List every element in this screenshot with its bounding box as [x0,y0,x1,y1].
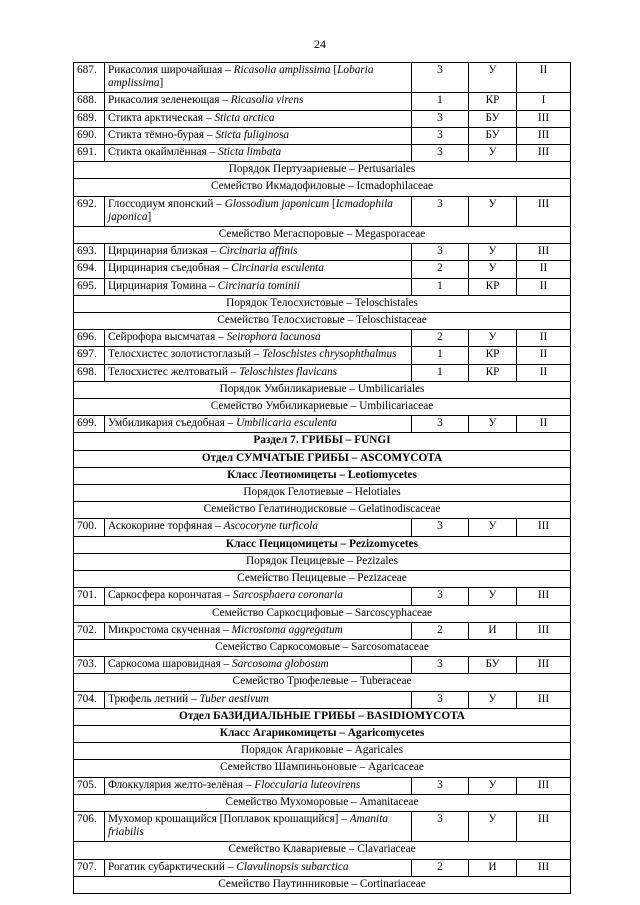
species-name-cell [105,416,412,433]
species-name-cell [105,110,412,127]
species-number: 689. [74,110,105,127]
species-name-cell [105,364,412,381]
species-row [74,347,571,364]
heading-row [74,639,571,656]
species-number: 694. [74,261,105,278]
species-latin-name: Ascocoryne turficola [223,520,319,533]
species-russian-name: Стикта арктическая – [108,111,212,124]
status-code: У [469,519,517,536]
taxon-heading: Семейство Саркосомовые – Sarcosomataceae [74,639,571,656]
species-name-cell [105,261,412,278]
status-code: И [469,859,517,876]
taxon-heading: Семейство Гелатинодисковые – Gelatinodiscaceae [74,502,571,519]
taxon-heading: Порядок Пецицевые – Pezizales [74,553,571,570]
species-row [74,588,571,605]
status-code: У [469,811,517,841]
status-code: КР [469,347,517,364]
species-latin-name: Ricasolia virens [230,94,304,107]
species-number: 693. [74,244,105,261]
status-code: БУ [469,110,517,127]
species-russian-name: Микростома скученная – [108,623,229,636]
species-russian-name: Телосхистес желтоватый – [108,365,237,378]
taxon-heading: Семейство Умбиликариевые – Umbilicariaceae [74,399,571,416]
species-russian-name: Рикасолия зеленеющая – [108,94,228,107]
species-latin-name: Microstoma aggregatum [231,623,343,636]
species-number: 703. [74,657,105,674]
rarity-category: 3 [412,691,469,708]
class-heading: Класс Агарикомицеты – Agaricomycetes [74,725,571,742]
rarity-category: 2 [412,622,469,639]
status-code: У [469,196,517,226]
region-code: II [517,330,571,347]
species-number: 688. [74,93,105,110]
region-code: II [517,261,571,278]
taxon-heading: Семейство Мегаспоровые – Megasporaceae [74,227,571,244]
species-synonym: Icmadophila japonica [108,197,393,223]
rarity-category: 3 [412,416,469,433]
status-code: И [469,622,517,639]
species-number: 696. [74,330,105,347]
synonym-bracket-open: [ [333,64,338,76]
heading-row [74,553,571,570]
species-number: 699. [74,416,105,433]
status-code: У [469,63,517,93]
species-russian-name: Рогатик субарктический – [108,860,234,873]
status-code: У [469,244,517,261]
synonym-bracket-close: ] [147,210,152,223]
heading-row [74,842,571,859]
class-heading: Класс Леотиомицеты – Leotiomycetes [74,467,571,484]
species-russian-name: Мухомор крошащийся [Поплавок крошащийся] – [108,812,347,825]
region-code: III [517,127,571,144]
species-row [74,244,571,261]
species-row [74,330,571,347]
species-row [74,261,571,278]
species-row [74,93,571,110]
heading-row [74,743,571,760]
division-heading: Отдел БАЗИДИАЛЬНЫЕ ГРИБЫ – BASIDIOMYCOTA [74,708,571,725]
species-name-cell [105,127,412,144]
species-number: 691. [74,145,105,162]
species-row [74,63,571,93]
status-code: У [469,691,517,708]
species-number: 702. [74,622,105,639]
heading-row [74,708,571,725]
rarity-category: 1 [412,347,469,364]
species-russian-name: Цирцинария Томина – [108,279,215,292]
status-code: КР [469,93,517,110]
species-latin-name: Ricasolia amplissima [233,64,331,76]
region-code: III [517,145,571,162]
species-row [74,110,571,127]
heading-row [74,467,571,484]
species-number: 701. [74,588,105,605]
species-name-cell [105,347,412,364]
species-latin-name: Seirophora lacunosa [226,331,321,344]
rarity-category: 3 [412,588,469,605]
taxon-heading: Семейство Телосхистовые – Teloschistaceae [74,313,571,330]
species-number: 697. [74,347,105,364]
rarity-category: 3 [412,196,469,226]
status-code: У [469,588,517,605]
heading-row [74,725,571,742]
heading-row [74,450,571,467]
region-code: III [517,622,571,639]
heading-row [74,227,571,244]
species-russian-name: Цирцинария съедобная – [108,262,229,275]
taxon-heading: Семейство Саркосцифовые – Sarcoscyphaceae [74,605,571,622]
species-row [74,364,571,381]
rarity-category: 3 [412,145,469,162]
status-code: БУ [469,657,517,674]
taxon-heading: Семейство Икмадофиловые – Icmadophilaceae [74,179,571,196]
rarity-category: 1 [412,93,469,110]
species-latin-name: Clavulinopsis subarctica [236,860,349,873]
species-row [74,278,571,295]
species-latin-name: Circinaria esculenta [231,262,324,275]
species-name-cell [105,519,412,536]
heading-row [74,485,571,502]
species-row [74,657,571,674]
species-russian-name: Саркосфера корончатая – [108,589,231,602]
species-russian-name: Умбиликария съедобная – [108,417,234,430]
heading-row [74,502,571,519]
rarity-category: 2 [412,261,469,278]
heading-row [74,760,571,777]
taxon-heading: Семейство Паутинниковые – Cortinariaceae [74,876,571,893]
species-russian-name: Стикта окаймлённая – [108,146,216,159]
species-number: 707. [74,859,105,876]
species-name-cell [105,811,412,841]
taxon-heading: Семейство Трюфелевые – Tuberaceae [74,674,571,691]
status-code: У [469,330,517,347]
heading-row [74,605,571,622]
status-code: У [469,261,517,278]
taxon-heading: Семейство Пецицевые – Pezizaceae [74,571,571,588]
species-name-cell [105,145,412,162]
taxon-heading: Порядок Телосхистовые – Teloschistales [74,295,571,312]
heading-row [74,794,571,811]
species-latin-name: Sticta fuliginosa [215,128,290,141]
status-code: У [469,145,517,162]
status-code: У [469,416,517,433]
species-row [74,416,571,433]
species-russian-name: Флоккулярия желто-зелёная – [108,778,252,791]
rarity-category: 2 [412,330,469,347]
species-name-cell [105,588,412,605]
taxon-heading: Семейство Шампиньоновые – Agaricaceae [74,760,571,777]
rarity-category: 3 [412,110,469,127]
rarity-category: 3 [412,777,469,794]
status-code: У [469,777,517,794]
species-name-cell [105,63,412,93]
species-russian-name: Цирцинария близкая – [108,245,217,258]
species-name-cell [105,278,412,295]
species-russian-name: Саркосома шаровидная – [108,658,230,671]
species-russian-name: Трюфель летний – [108,692,197,705]
taxon-heading: Семейство Мухоморовые – Amanitaceae [74,794,571,811]
heading-row [74,313,571,330]
rarity-category: 3 [412,811,469,841]
species-russian-name: Стикта тёмно-бурая – [108,128,213,141]
species-name-cell [105,691,412,708]
species-name-cell [105,777,412,794]
heading-row [74,381,571,398]
species-name-cell [105,622,412,639]
taxon-heading: Порядок Агариковые – Agaricales [74,743,571,760]
species-name-cell [105,196,412,226]
heading-row [74,674,571,691]
region-code: III [517,657,571,674]
status-code: БУ [469,127,517,144]
species-name-cell [105,244,412,261]
species-name-cell [105,657,412,674]
species-row [74,145,571,162]
rarity-category: 3 [412,127,469,144]
species-number: 700. [74,519,105,536]
region-code: I [517,93,571,110]
region-code: III [517,777,571,794]
rarity-category: 2 [412,859,469,876]
species-latin-name: Sarcosoma globosum [232,658,329,671]
species-row [74,859,571,876]
region-code: III [517,244,571,261]
species-number: 687. [74,63,105,93]
species-latin-name: Tuber aestivum [199,692,269,705]
rarity-category: 1 [412,278,469,295]
species-russian-name: Аскокорине торфяная – [108,520,221,533]
heading-row [74,536,571,553]
rarity-category: 3 [412,519,469,536]
region-code: II [517,364,571,381]
heading-row [74,433,571,450]
region-code: II [517,278,571,295]
species-russian-name: Рикасолия широчайшая – [108,64,231,76]
heading-row [74,571,571,588]
species-row [74,196,571,226]
region-code: III [517,110,571,127]
species-latin-name: Teloschistes flavicans [239,365,338,378]
rarity-category: 3 [412,244,469,261]
species-latin-name: Floccularia luteovirens [254,778,361,791]
synonym-bracket-close: ] [159,77,164,90]
species-latin-name: Sarcosphaera coronaria [232,589,343,602]
species-row [74,622,571,639]
region-code: II [517,347,571,364]
species-name-cell [105,330,412,347]
region-code: III [517,519,571,536]
species-latin-name: Circinaria affinis [219,245,298,258]
species-russian-name: Телосхистес золотистоглазый – [108,348,260,361]
species-latin-name: Glossodium japonicum [224,197,330,210]
class-heading: Класс Пецицомицеты – Pezizomycetes [74,536,571,553]
species-number: 698. [74,364,105,381]
heading-row [74,876,571,893]
species-number: 704. [74,691,105,708]
taxon-heading: Семейство Клавариевые – Clavariaceae [74,842,571,859]
species-row [74,519,571,536]
species-row [74,811,571,841]
region-code: II [517,63,571,93]
heading-row [74,399,571,416]
heading-row [74,295,571,312]
species-row [74,777,571,794]
rarity-category: 1 [412,364,469,381]
species-number: 690. [74,127,105,144]
species-row [74,691,571,708]
species-latin-name: Circinaria tominii [217,279,300,292]
heading-row [74,179,571,196]
rarity-category: 3 [412,63,469,93]
page-number: 24 [314,37,326,51]
species-table [73,62,571,894]
status-code: КР [469,278,517,295]
region-code: III [517,859,571,876]
region-code: III [517,196,571,226]
species-name-cell [105,859,412,876]
species-number: 706. [74,811,105,841]
species-latin-name: Umbilicaria esculenta [236,417,337,430]
species-name-cell [105,93,412,110]
species-latin-name: Teloschistes chrysophthalmus [262,348,397,361]
division-heading: Отдел СУМЧАТЫЕ ГРИБЫ – ASCOMYCOTA [74,450,571,467]
region-code: II [517,416,571,433]
species-latin-name: Amanita friabilis [108,812,388,839]
status-code: КР [469,364,517,381]
species-latin-name: Sticta arctica [214,111,275,124]
species-number: 695. [74,278,105,295]
species-number: 705. [74,777,105,794]
species-synonym: Lobaria amplissima [108,64,374,90]
species-row [74,127,571,144]
region-code: III [517,588,571,605]
region-code: III [517,811,571,841]
species-russian-name: Сейрофора высмчатая – [108,331,224,344]
species-russian-name: Глоссодиум японский – [108,197,222,210]
taxon-heading: Порядок Пертузариевые – Pertusariales [74,162,571,179]
synonym-bracket-open: [ [332,197,336,210]
section-heading: Раздел 7. ГРИБЫ – FUNGI [74,433,571,450]
taxon-heading: Порядок Умбиликариевые – Umbilicariales [74,381,571,398]
rarity-category: 3 [412,657,469,674]
species-latin-name: Sticta limbata [218,146,282,159]
region-code: III [517,691,571,708]
taxon-heading: Порядок Гелотиевые – Helotiales [74,485,571,502]
species-number: 692. [74,196,105,226]
heading-row [74,162,571,179]
